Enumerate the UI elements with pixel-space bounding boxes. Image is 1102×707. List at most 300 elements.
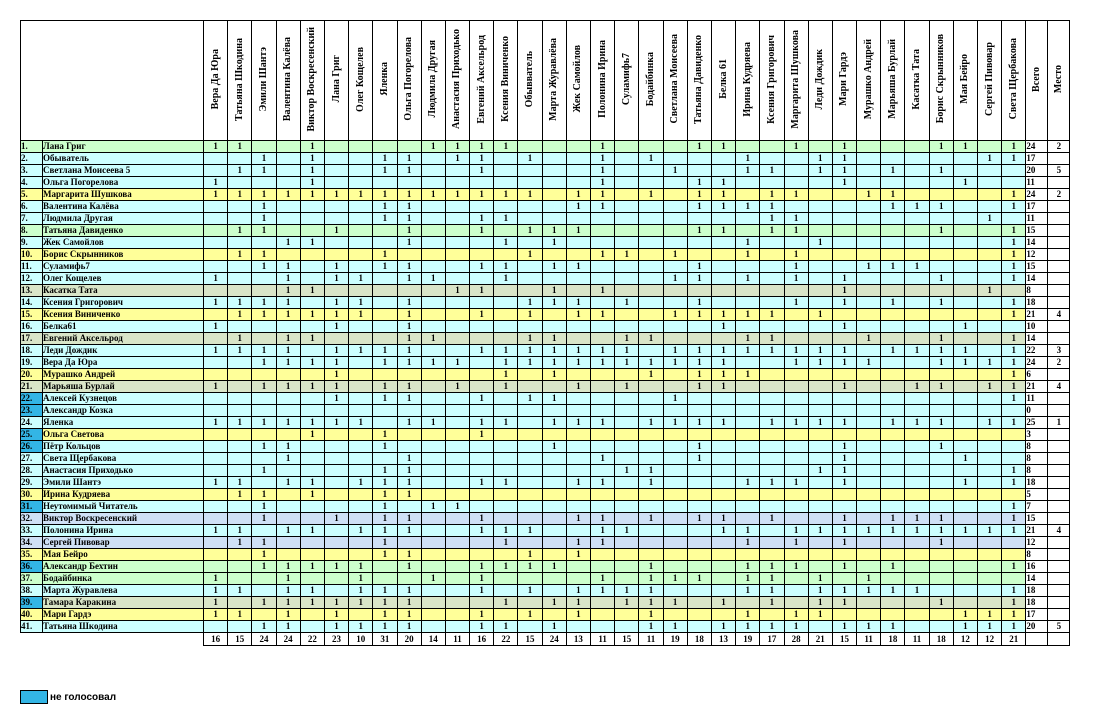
- vote-cell: [663, 261, 687, 273]
- vote-cell: [228, 573, 252, 585]
- vote-cell: [953, 165, 977, 177]
- vote-cell: [542, 381, 566, 393]
- vote-cell: 1: [324, 225, 348, 237]
- table-row: [21, 453, 1070, 465]
- vote-cell: [857, 381, 881, 393]
- vote-cell: [397, 537, 421, 549]
- vote-cell: [905, 165, 929, 177]
- vote-cell: [857, 597, 881, 609]
- vote-cell: 1: [1002, 309, 1026, 321]
- vote-cell: [881, 549, 905, 561]
- vote-cell: 1: [324, 621, 348, 633]
- row-number: 30.: [21, 489, 43, 501]
- vote-cell: [324, 441, 348, 453]
- vote-cell: 1: [736, 609, 760, 621]
- vote-cell: 1: [228, 609, 252, 621]
- row-total: 8: [1026, 441, 1048, 453]
- column-header-label: Эмили Шантэ: [257, 46, 269, 112]
- vote-cell: [300, 261, 324, 273]
- vote-cell: [905, 309, 929, 321]
- vote-cell: 1: [687, 357, 711, 369]
- table-row: [21, 321, 1070, 333]
- vote-cell: 1: [518, 525, 542, 537]
- vote-cell: [808, 321, 832, 333]
- vote-cell: [421, 477, 445, 489]
- vote-cell: [421, 153, 445, 165]
- vote-cell: 1: [639, 189, 663, 201]
- vote-cell: [663, 141, 687, 153]
- row-place: [1048, 573, 1070, 585]
- vote-cell: [615, 417, 639, 429]
- row-number: 31.: [21, 501, 43, 513]
- vote-cell: 1: [397, 513, 421, 525]
- vote-cell: 1: [542, 369, 566, 381]
- vote-cell: 1: [639, 465, 663, 477]
- row-place: [1048, 321, 1070, 333]
- table-row: [21, 345, 1070, 357]
- vote-cell: [204, 537, 228, 549]
- vote-cell: [663, 285, 687, 297]
- vote-cell: [808, 369, 832, 381]
- vote-cell: 1: [252, 561, 276, 573]
- vote-cell: 1: [881, 585, 905, 597]
- column-header-label: Виктор Воскресенский: [306, 26, 318, 132]
- vote-cell: [687, 237, 711, 249]
- vote-cell: [518, 489, 542, 501]
- vote-cell: [929, 309, 953, 321]
- vote-cell: 1: [518, 249, 542, 261]
- vote-cell: [760, 381, 784, 393]
- vote-cell: [445, 561, 469, 573]
- vote-cell: 1: [276, 573, 300, 585]
- row-place: [1048, 501, 1070, 513]
- row-place: 1: [1048, 417, 1070, 429]
- vote-cell: 1: [978, 153, 1002, 165]
- column-header: [953, 21, 977, 141]
- vote-cell: 1: [784, 621, 808, 633]
- vote-cell: [857, 153, 881, 165]
- vote-cell: [736, 417, 760, 429]
- vote-cell: 1: [324, 393, 348, 405]
- vote-cell: [518, 321, 542, 333]
- vote-cell: 1: [711, 321, 735, 333]
- participant-name: Татьяна Шкодина: [43, 621, 204, 633]
- vote-cell: [566, 429, 590, 441]
- vote-cell: [421, 621, 445, 633]
- vote-cell: [494, 165, 518, 177]
- table-row: [21, 369, 1070, 381]
- vote-cell: 1: [687, 189, 711, 201]
- vote-cell: [663, 429, 687, 441]
- vote-cell: [687, 621, 711, 633]
- vote-cell: 1: [736, 369, 760, 381]
- vote-cell: 1: [1002, 333, 1026, 345]
- vote-cell: 1: [204, 585, 228, 597]
- vote-cell: 1: [832, 525, 856, 537]
- vote-cell: [760, 453, 784, 465]
- row-place: 5: [1048, 165, 1070, 177]
- vote-cell: 1: [929, 273, 953, 285]
- vote-cell: 1: [663, 273, 687, 285]
- vote-cell: 1: [784, 189, 808, 201]
- vote-cell: 1: [784, 537, 808, 549]
- vote-cell: [639, 489, 663, 501]
- vote-cell: [445, 237, 469, 249]
- vote-cell: 1: [591, 357, 615, 369]
- vote-cell: [349, 393, 373, 405]
- vote-cell: [300, 621, 324, 633]
- vote-cell: [494, 429, 518, 441]
- not-voted-swatch: [20, 690, 48, 704]
- vote-cell: [300, 321, 324, 333]
- table-row: [21, 501, 1070, 513]
- vote-cell: 1: [324, 273, 348, 285]
- vote-cell: [760, 273, 784, 285]
- vote-cell: [397, 249, 421, 261]
- vote-cell: [421, 177, 445, 189]
- vote-cell: [349, 285, 373, 297]
- vote-cell: [494, 285, 518, 297]
- row-place: [1048, 225, 1070, 237]
- vote-cell: [252, 321, 276, 333]
- row-number: 33.: [21, 525, 43, 537]
- column-header-label: Марта Журавлёва: [548, 37, 560, 121]
- vote-cell: [978, 441, 1002, 453]
- vote-cell: [494, 513, 518, 525]
- table-row: [21, 393, 1070, 405]
- vote-cell: 1: [760, 597, 784, 609]
- row-number: 21.: [21, 381, 43, 393]
- vote-cell: 1: [470, 561, 494, 573]
- vote-cell: 1: [736, 477, 760, 489]
- vote-cell: [978, 561, 1002, 573]
- vote-cell: 1: [518, 357, 542, 369]
- column-header: [566, 21, 590, 141]
- vote-cell: [808, 477, 832, 489]
- vote-cell: 1: [687, 573, 711, 585]
- vote-cell: 1: [832, 585, 856, 597]
- vote-cell: 1: [881, 201, 905, 213]
- vote-cell: [832, 549, 856, 561]
- vote-cell: [905, 429, 929, 441]
- vote-cell: 1: [1002, 273, 1026, 285]
- vote-cell: [663, 513, 687, 525]
- vote-cell: 1: [252, 417, 276, 429]
- vote-cell: [953, 537, 977, 549]
- vote-cell: 1: [228, 249, 252, 261]
- vote-cell: 1: [615, 525, 639, 537]
- vote-cell: [542, 153, 566, 165]
- vote-cell: 1: [252, 489, 276, 501]
- vote-cell: [953, 597, 977, 609]
- vote-cell: [276, 213, 300, 225]
- vote-cell: 1: [687, 513, 711, 525]
- vote-cell: [736, 513, 760, 525]
- vote-cell: 1: [687, 201, 711, 213]
- vote-cell: [445, 417, 469, 429]
- vote-cell: [905, 177, 929, 189]
- table-row: [21, 213, 1070, 225]
- vote-cell: [445, 405, 469, 417]
- vote-cell: 1: [324, 381, 348, 393]
- vote-cell: [687, 321, 711, 333]
- vote-cell: [663, 381, 687, 393]
- vote-cell: 1: [324, 561, 348, 573]
- vote-cell: [494, 489, 518, 501]
- vote-cell: 1: [760, 345, 784, 357]
- participant-name: Яленка: [43, 417, 204, 429]
- vote-cell: [204, 237, 228, 249]
- table-row: [21, 621, 1070, 633]
- vote-cell: 1: [566, 513, 590, 525]
- vote-cell: [252, 525, 276, 537]
- vote-cell: [494, 573, 518, 585]
- vote-cell: [905, 609, 929, 621]
- vote-cell: 1: [832, 465, 856, 477]
- vote-cell: 1: [470, 141, 494, 153]
- vote-cell: 1: [300, 177, 324, 189]
- vote-cell: [615, 513, 639, 525]
- vote-cell: 1: [711, 141, 735, 153]
- vote-cell: [736, 393, 760, 405]
- vote-cell: 1: [832, 417, 856, 429]
- vote-cell: 1: [494, 381, 518, 393]
- vote-cell: [445, 201, 469, 213]
- vote-cell: [808, 189, 832, 201]
- row-number: 36.: [21, 561, 43, 573]
- vote-cell: 1: [276, 297, 300, 309]
- vote-cell: 1: [663, 345, 687, 357]
- vote-cell: [542, 585, 566, 597]
- row-place: [1048, 273, 1070, 285]
- column-total: 15: [228, 633, 252, 646]
- vote-cell: 1: [276, 273, 300, 285]
- vote-cell: [905, 357, 929, 369]
- vote-cell: [470, 333, 494, 345]
- row-place: [1048, 441, 1070, 453]
- vote-cell: [663, 225, 687, 237]
- vote-cell: 1: [711, 525, 735, 537]
- vote-cell: 1: [1002, 585, 1026, 597]
- vote-cell: 1: [542, 237, 566, 249]
- vote-cell: 1: [252, 501, 276, 513]
- vote-cell: [591, 297, 615, 309]
- vote-cell: [663, 237, 687, 249]
- vote-cell: 1: [324, 513, 348, 525]
- vote-cell: [881, 369, 905, 381]
- vote-cell: [784, 237, 808, 249]
- vote-cell: 1: [373, 477, 397, 489]
- vote-cell: [228, 381, 252, 393]
- column-header-label: Людмила Другая: [427, 40, 439, 118]
- vote-cell: 1: [494, 561, 518, 573]
- vote-cell: 1: [518, 309, 542, 321]
- vote-cell: [566, 561, 590, 573]
- vote-cell: [832, 405, 856, 417]
- vote-cell: [808, 201, 832, 213]
- vote-cell: [349, 237, 373, 249]
- vote-cell: 1: [615, 297, 639, 309]
- vote-cell: [881, 309, 905, 321]
- vote-cell: 1: [929, 417, 953, 429]
- vote-cell: [857, 609, 881, 621]
- vote-cell: [760, 237, 784, 249]
- legend: [20, 690, 116, 704]
- vote-cell: [349, 321, 373, 333]
- participant-name: Лана Григ: [43, 141, 204, 153]
- vote-cell: 1: [591, 201, 615, 213]
- vote-cell: 1: [953, 357, 977, 369]
- vote-cell: [687, 477, 711, 489]
- row-number: 40.: [21, 609, 43, 621]
- vote-cell: [228, 273, 252, 285]
- vote-cell: [591, 381, 615, 393]
- vote-cell: 1: [1002, 357, 1026, 369]
- vote-cell: [736, 405, 760, 417]
- row-place: [1048, 237, 1070, 249]
- column-header: [228, 21, 252, 141]
- table-row: [21, 525, 1070, 537]
- column-header-label: Обывватель: [524, 50, 536, 108]
- vote-cell: [978, 477, 1002, 489]
- table-row: [21, 189, 1070, 201]
- column-total: 11: [857, 633, 881, 646]
- column-total: 16: [470, 633, 494, 646]
- vote-cell: [349, 165, 373, 177]
- participant-name: Светлана Моисеева 5: [43, 165, 204, 177]
- column-header-label: Олег Кощелев: [354, 46, 366, 112]
- vote-cell: 1: [300, 165, 324, 177]
- vote-cell: [760, 441, 784, 453]
- vote-cell: 1: [591, 417, 615, 429]
- vote-cell: 1: [953, 621, 977, 633]
- vote-cell: [736, 321, 760, 333]
- vote-cell: [300, 369, 324, 381]
- vote-cell: [711, 585, 735, 597]
- column-header: [349, 21, 373, 141]
- row-total: 17: [1026, 153, 1048, 165]
- vote-cell: 1: [397, 585, 421, 597]
- column-total: 21: [1002, 633, 1026, 646]
- vote-cell: [857, 273, 881, 285]
- vote-cell: 1: [349, 345, 373, 357]
- vote-cell: [832, 237, 856, 249]
- vote-cell: [1002, 453, 1026, 465]
- vote-cell: [566, 441, 590, 453]
- row-place: [1048, 537, 1070, 549]
- row-number: 41.: [21, 621, 43, 633]
- vote-cell: [373, 561, 397, 573]
- vote-cell: [687, 525, 711, 537]
- vote-cell: [421, 381, 445, 393]
- table-row: [21, 609, 1070, 621]
- column-total: 17: [760, 633, 784, 646]
- column-header: [857, 21, 881, 141]
- vote-cell: [470, 537, 494, 549]
- column-total: 22: [494, 633, 518, 646]
- vote-cell: [228, 441, 252, 453]
- row-total: 7: [1026, 501, 1048, 513]
- vote-cell: [204, 333, 228, 345]
- column-header-label: Татьяна Давиденко: [693, 34, 705, 124]
- row-total: 11: [1026, 213, 1048, 225]
- vote-cell: 1: [929, 165, 953, 177]
- vote-cell: [760, 357, 784, 369]
- table-row: [21, 417, 1070, 429]
- vote-cell: [494, 501, 518, 513]
- row-place: 4: [1048, 381, 1070, 393]
- vote-cell: 1: [711, 345, 735, 357]
- vote-cell: [542, 525, 566, 537]
- row-number: 7.: [21, 213, 43, 225]
- vote-cell: 1: [494, 537, 518, 549]
- vote-cell: [905, 501, 929, 513]
- vote-cell: 1: [615, 333, 639, 345]
- vote-cell: 1: [784, 477, 808, 489]
- vote-cell: 1: [518, 609, 542, 621]
- vote-cell: 1: [324, 597, 348, 609]
- vote-cell: [784, 333, 808, 345]
- vote-cell: [542, 201, 566, 213]
- vote-cell: 1: [711, 597, 735, 609]
- participant-name: Леди Дождик: [43, 345, 204, 357]
- vote-cell: 1: [857, 261, 881, 273]
- vote-cell: [857, 513, 881, 525]
- vote-cell: [615, 441, 639, 453]
- vote-cell: 1: [736, 153, 760, 165]
- participant-name: Алексей Кузнецов: [43, 393, 204, 405]
- vote-cell: 1: [1002, 345, 1026, 357]
- vote-cell: [615, 153, 639, 165]
- vote-cell: [711, 501, 735, 513]
- vote-cell: [252, 477, 276, 489]
- vote-cell: [832, 309, 856, 321]
- vote-cell: [1002, 285, 1026, 297]
- vote-cell: [663, 525, 687, 537]
- vote-cell: [953, 561, 977, 573]
- vote-cell: [663, 177, 687, 189]
- column-total: 11: [639, 633, 663, 646]
- vote-cell: 1: [639, 417, 663, 429]
- vote-cell: [397, 177, 421, 189]
- vote-cell: [300, 513, 324, 525]
- participant-name: Анастасия Приходько: [43, 465, 204, 477]
- vote-cell: 1: [808, 465, 832, 477]
- column-header-label: Касатка Тата: [911, 48, 923, 110]
- vote-cell: [929, 453, 953, 465]
- vote-cell: [784, 429, 808, 441]
- vote-cell: [881, 609, 905, 621]
- row-number: 29.: [21, 477, 43, 489]
- vote-cell: [784, 309, 808, 321]
- vote-cell: 1: [252, 249, 276, 261]
- vote-cell: [470, 453, 494, 465]
- vote-cell: 1: [349, 477, 373, 489]
- vote-cell: [905, 549, 929, 561]
- vote-cell: 1: [276, 609, 300, 621]
- vote-cell: [663, 321, 687, 333]
- vote-cell: 1: [808, 597, 832, 609]
- vote-cell: 1: [736, 585, 760, 597]
- vote-cell: [929, 549, 953, 561]
- vote-cell: 1: [905, 381, 929, 393]
- vote-cell: 1: [373, 525, 397, 537]
- vote-cell: [542, 249, 566, 261]
- vote-cell: 1: [808, 165, 832, 177]
- vote-cell: [349, 489, 373, 501]
- vote-cell: [470, 369, 494, 381]
- vote-cell: [905, 453, 929, 465]
